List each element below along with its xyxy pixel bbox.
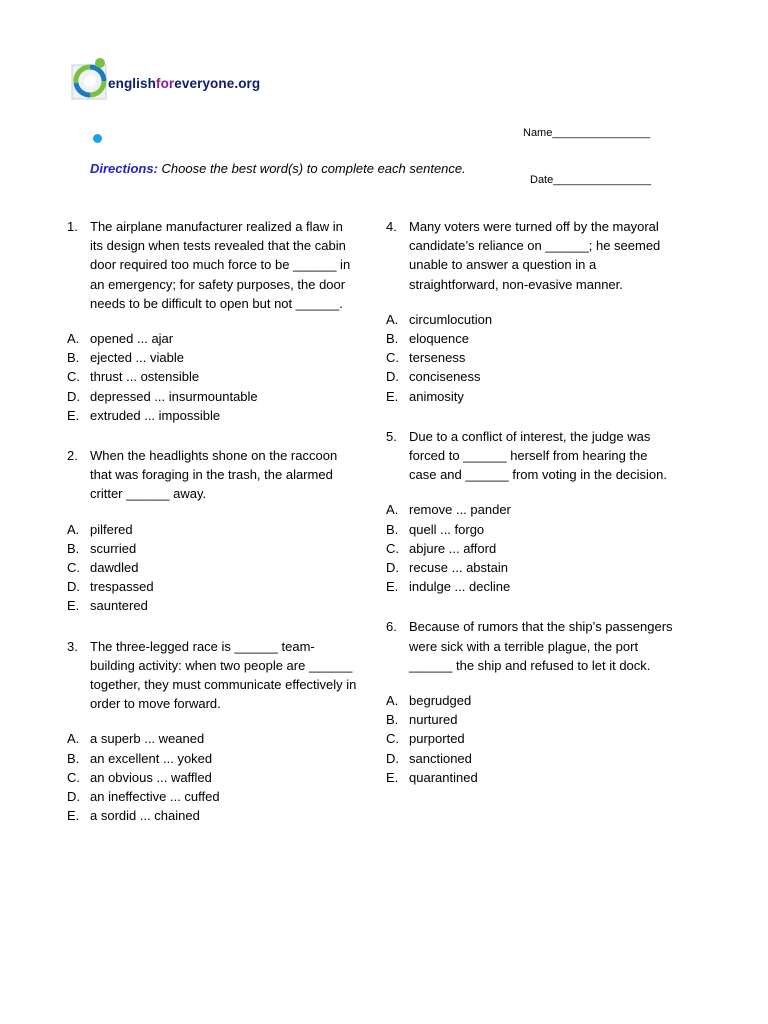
directions-text: Choose the best word(s) to complete each sentence.	[157, 161, 466, 176]
bullet-dot-icon	[93, 134, 102, 143]
option: C. terseness	[386, 350, 466, 366]
question-text: The three-legged race is ______ team-building activity: when two people are ______ together, they must communicate effectively in order to move forward.	[90, 638, 357, 712]
question-number: 3.	[67, 638, 78, 654]
question-number: 5.	[386, 428, 397, 444]
question-number: 4.	[386, 219, 397, 234]
name-field: Name________________	[523, 127, 651, 139]
option: A. remove ... pander	[386, 502, 511, 518]
option: A. begrudged	[386, 693, 472, 709]
question-text: Because of rumors that the ship’s passengers were sick with a terrible plague, the port ______ the ship and refused to let it dock.	[409, 619, 673, 673]
option: E. sauntered	[67, 598, 148, 614]
site-logo-icon	[70, 55, 110, 103]
question-2	[67, 446, 357, 616]
question-number: 2.	[67, 448, 78, 464]
option: B. ejected ... viable	[67, 350, 184, 366]
question-text: Many voters were turned off by the mayoral candidate’s reliance on ______; he seemed unable to answer a question in a straightforward, non-evasive manner.	[409, 219, 661, 292]
option: C. thrust ... ostensible	[67, 369, 200, 385]
option: B. quell ... forgo	[386, 521, 485, 537]
option: D. conciseness	[386, 369, 481, 385]
question-5	[386, 427, 676, 597]
option: D. trespassed	[67, 579, 154, 595]
question-text: When the headlights shone on the raccoon that was foraging in the trash, the alarmed critter ______ away.	[90, 448, 338, 502]
question-number: 6.	[386, 619, 397, 635]
question-number: 1.	[67, 219, 78, 234]
option: B. an excellent ... yoked	[67, 750, 213, 766]
question-text: Due to a conflict of interest, the judge was forced to ______ herself from hearing the case and ______ from voting in the decision.	[409, 428, 668, 483]
option: B. scurried	[67, 540, 137, 556]
option: E. extruded ... impossible	[67, 407, 221, 423]
option: D. recuse ... abstain	[386, 560, 508, 576]
question-4	[386, 217, 676, 406]
question-1	[67, 217, 357, 425]
directions-label: Directions:	[90, 161, 158, 176]
option: A. a superb ... weaned	[67, 731, 205, 747]
option: A. pilfered	[67, 521, 133, 537]
option: E. animosity	[386, 388, 464, 404]
question-text: The airplane manufacturer realized a flaw in its design when tests revealed that the cabin door required too much force to be ______ in an emergency; for safety purposes, the door needs to be difficult to open but not ______.	[90, 219, 351, 311]
option: E. quarantined	[386, 769, 478, 785]
questions-right-column	[386, 217, 676, 808]
option: A. circumlocution	[386, 311, 493, 327]
option: D. an ineffective ... cuffed	[67, 789, 220, 805]
option: D. depressed ... insurmountable	[67, 388, 258, 404]
questions-left-column	[67, 217, 357, 846]
name-date-fields	[523, 95, 651, 204]
option: B. nurtured	[386, 712, 458, 728]
question-6	[386, 617, 676, 787]
option: E. indulge ... decline	[386, 579, 511, 595]
option: A. opened ... ajar	[67, 331, 174, 347]
option: C. purported	[386, 731, 465, 747]
date-field: Date________________	[530, 173, 652, 186]
site-name: englishforeveryone.org	[108, 76, 261, 91]
question-3	[67, 637, 357, 826]
option: E. a sordid ... chained	[67, 808, 200, 824]
option: D. sanctioned	[386, 750, 472, 766]
option: B. eloquence	[386, 331, 469, 347]
option: C. an obvious ... waffled	[67, 769, 212, 785]
option: C. abjure ... afford	[386, 540, 497, 556]
directions	[90, 161, 466, 176]
option: C. dawdled	[67, 560, 139, 576]
